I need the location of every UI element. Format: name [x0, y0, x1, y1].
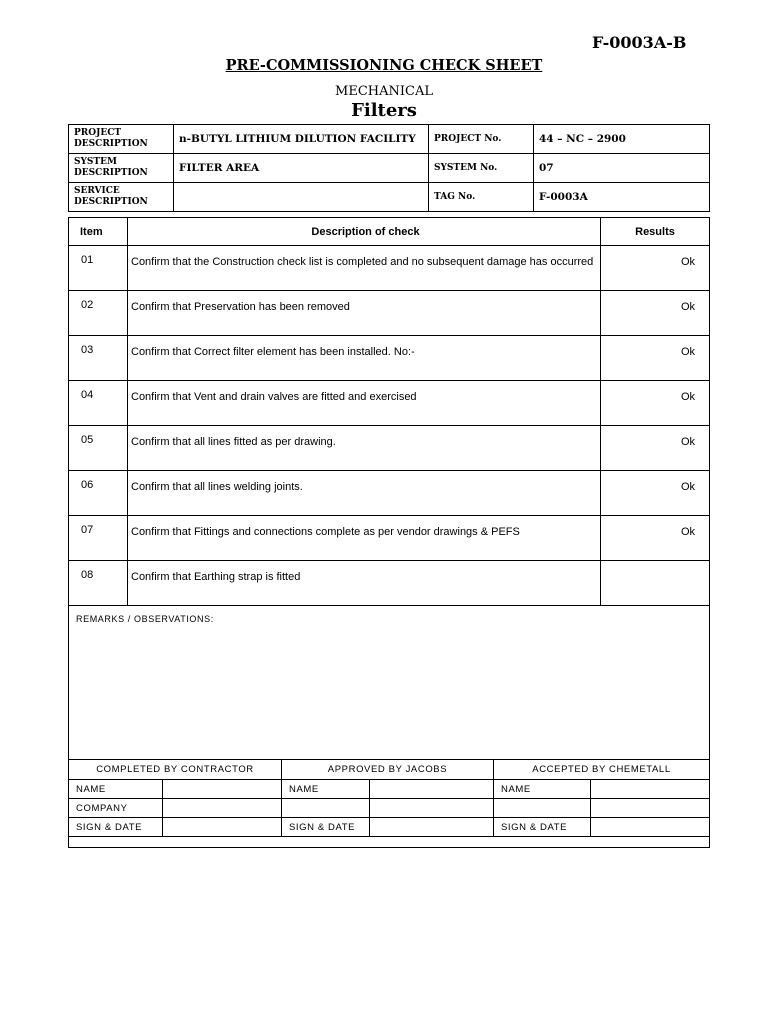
table-row — [69, 246, 710, 291]
check-description: Confirm that Vent and drain valves are fitted and exercised — [128, 381, 601, 426]
contractor-header: COMPLETED BY CONTRACTOR — [69, 760, 282, 780]
description-column-header: Description of check — [128, 218, 601, 246]
signoff-header-row — [69, 760, 710, 780]
service-description-label: SERVICE DESCRIPTION — [69, 183, 174, 212]
check-description: Confirm that Correct filter element has been installed. No:- — [128, 336, 601, 381]
jacobs-sign-field[interactable] — [370, 818, 494, 837]
service-description-value — [174, 183, 429, 212]
document-code: F-0003A-B — [592, 33, 687, 52]
check-result: Ok — [601, 516, 710, 561]
jacobs-header: APPROVED BY JACOBS — [282, 760, 494, 780]
check-description: Confirm that the Construction check list is completed and no subsequent damage has occurred — [128, 246, 601, 291]
chemetall-company-cell — [494, 799, 591, 818]
check-result: Ok — [601, 426, 710, 471]
signoff-name-row — [69, 780, 710, 799]
check-item-number: 07 — [69, 516, 128, 561]
contractor-name-field[interactable] — [163, 780, 282, 799]
chemetall-header: ACCEPTED BY CHEMETALL — [494, 760, 710, 780]
discipline-label: MECHANICAL — [335, 84, 433, 99]
check-description: Confirm that all lines welding joints. — [128, 471, 601, 516]
check-result: Ok — [601, 291, 710, 336]
check-result: Ok — [601, 381, 710, 426]
check-item-number: 08 — [69, 561, 128, 606]
system-description-value: FILTER AREA — [174, 154, 429, 183]
check-result: Ok — [601, 246, 710, 291]
check-result: Ok — [601, 336, 710, 381]
table-row — [69, 426, 710, 471]
table-row — [69, 336, 710, 381]
chemetall-sign-label: SIGN & DATE — [494, 818, 591, 837]
check-description: Confirm that Preservation has been removed — [128, 291, 601, 336]
system-no-label: SYSTEM No. — [429, 154, 534, 183]
check-description: Confirm that Fittings and connections complete as per vendor drawings & PEFS — [128, 516, 601, 561]
system-info-row — [69, 154, 710, 183]
check-item-number: 06 — [69, 471, 128, 516]
signoff-table — [68, 759, 710, 837]
table-row — [69, 471, 710, 516]
signoff-company-row — [69, 799, 710, 818]
check-description: Confirm that all lines fitted as per drawing. — [128, 426, 601, 471]
jacobs-name-field[interactable] — [370, 780, 494, 799]
project-description-label: PROJECT DESCRIPTION — [69, 125, 174, 154]
check-description: Confirm that Earthing strap is fitted — [128, 561, 601, 606]
system-description-label: SYSTEM DESCRIPTION — [69, 154, 174, 183]
results-column-header: Results — [601, 218, 710, 246]
check-item-number: 05 — [69, 426, 128, 471]
check-result — [601, 561, 710, 606]
project-info-table — [68, 124, 710, 212]
project-description-value: n-BUTYL LITHIUM DILUTION FACILITY — [174, 125, 429, 154]
table-row — [69, 561, 710, 606]
check-result: Ok — [601, 471, 710, 516]
check-item-number: 02 — [69, 291, 128, 336]
table-row — [69, 381, 710, 426]
contractor-sign-label: SIGN & DATE — [69, 818, 163, 837]
document-title: PRE-COMMISSIONING CHECK SHEET — [225, 57, 543, 74]
contractor-company-label: COMPANY — [69, 799, 163, 818]
signoff-sign-row — [69, 818, 710, 837]
service-info-row — [69, 183, 710, 212]
check-item-number: 03 — [69, 336, 128, 381]
check-table — [68, 217, 710, 848]
contractor-company-field[interactable] — [163, 799, 282, 818]
jacobs-name-label: NAME — [282, 780, 370, 799]
jacobs-company-cell — [282, 799, 370, 818]
project-no-label: PROJECT No. — [429, 125, 534, 154]
table-row — [69, 291, 710, 336]
check-item-number: 04 — [69, 381, 128, 426]
chemetall-name-label: NAME — [494, 780, 591, 799]
system-no-value: 07 — [534, 154, 710, 183]
tag-no-value: F-0003A — [534, 183, 710, 212]
tag-no-label: TAG No. — [429, 183, 534, 212]
chemetall-company-field — [591, 799, 710, 818]
chemetall-name-field[interactable] — [591, 780, 710, 799]
chemetall-sign-field[interactable] — [591, 818, 710, 837]
project-no-value: 44 – NC – 2900 — [534, 125, 710, 154]
contractor-name-label: NAME — [69, 780, 163, 799]
jacobs-company-field — [370, 799, 494, 818]
jacobs-sign-label: SIGN & DATE — [282, 818, 370, 837]
equipment-title: Filters — [351, 100, 417, 121]
contractor-sign-field[interactable] — [163, 818, 282, 837]
check-item-number: 01 — [69, 246, 128, 291]
table-row — [69, 516, 710, 561]
check-table-header — [69, 218, 710, 246]
project-info-row — [69, 125, 710, 154]
item-column-header: Item — [69, 218, 128, 246]
remarks-label: REMARKS / OBSERVATIONS: — [69, 606, 710, 848]
